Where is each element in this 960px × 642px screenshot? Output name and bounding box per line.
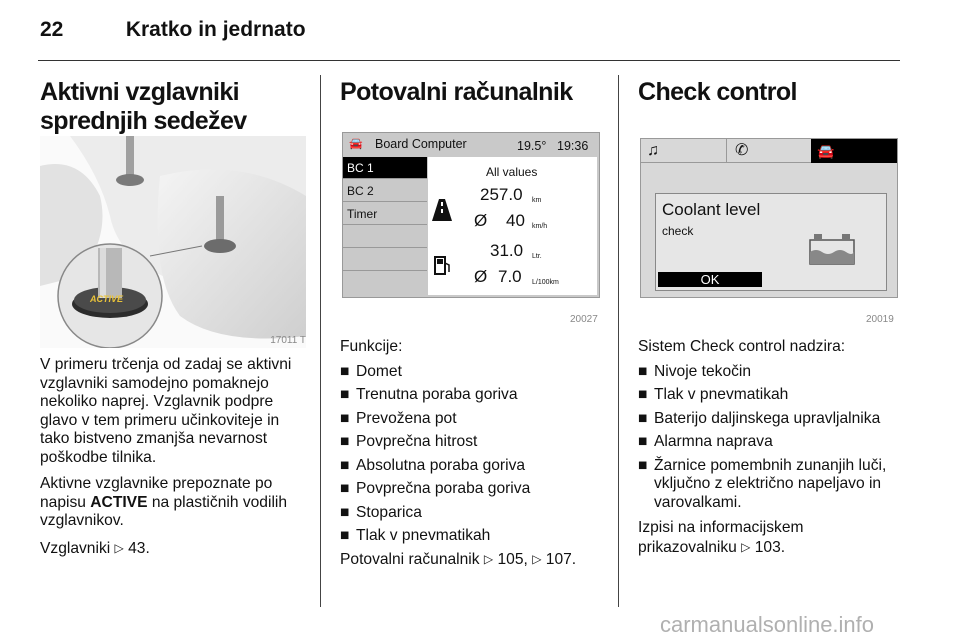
message-box bbox=[655, 193, 887, 291]
list-item: ■ Prevožena pot bbox=[340, 409, 457, 427]
message-subtitle: check bbox=[662, 224, 694, 238]
paragraph: V primeru trčenja od zadaj se aktivni vzglavniki samodejno pomaknejo nekoliko naprej. Vzglavnik podpre glavo v tem primeru učinkoviteje in tako bistveno zmanjša nevarnost poškodbe tilnika. bbox=[40, 356, 292, 466]
road-icon bbox=[432, 199, 452, 221]
page-link[interactable]: 43. bbox=[128, 539, 150, 557]
list-item: ■ Trenutna poraba goriva bbox=[340, 386, 518, 403]
column-3-body bbox=[638, 338, 904, 565]
page-link[interactable]: 103. bbox=[754, 538, 786, 556]
fuel-pump-icon bbox=[434, 255, 452, 275]
headrest-illustration bbox=[40, 136, 306, 348]
fuel-value: 31.0 bbox=[490, 241, 524, 260]
list-item: ■ Povprečna poraba goriva bbox=[340, 480, 531, 497]
cross-reference: Vzglavniki ▷ 43. bbox=[40, 539, 150, 557]
list-item: ■ Baterijo daljinskega upravljalnika bbox=[638, 409, 881, 427]
active-label: ACTIVE bbox=[90, 294, 124, 304]
list-item: ■ Stoparica bbox=[340, 503, 422, 521]
ref-arrow-icon: ▷ bbox=[532, 551, 542, 566]
menu-item-timer[interactable]: Timer bbox=[343, 203, 427, 225]
section-title: Kratko in jedrnato bbox=[125, 18, 306, 41]
cross-reference: Izpisi na informacijskem prikazovalniku ▷ 103. bbox=[638, 519, 804, 556]
header-rule bbox=[38, 60, 900, 61]
column-headrests bbox=[40, 78, 308, 136]
clock: 19:36 bbox=[557, 139, 589, 153]
list-item: ■ Tlak v pnevmatikah bbox=[638, 386, 789, 403]
list-item: ■ Povprečna hitrost bbox=[340, 433, 478, 450]
column-divider bbox=[618, 75, 619, 607]
range-value: 257.0 bbox=[480, 185, 523, 204]
range-unit: km bbox=[532, 197, 542, 204]
column-check-control bbox=[638, 78, 908, 107]
paragraph: Aktivne vzglavnike prepoznate po napisu ACTIVE na plastičnih vodilih vzglavnikov. bbox=[40, 475, 288, 529]
section-heading: Check control bbox=[638, 78, 797, 106]
page-link[interactable]: 107. bbox=[545, 550, 577, 568]
cross-reference: Potovalni računalnik ▷ 105, ▷ 107. bbox=[340, 550, 577, 568]
list-item: ■ Absolutna poraba goriva bbox=[340, 456, 526, 474]
ok-button[interactable]: OK bbox=[658, 272, 762, 287]
message-title: Coolant level bbox=[662, 200, 761, 219]
page-link[interactable]: 105, bbox=[497, 550, 528, 568]
coolant-reservoir-icon bbox=[808, 234, 856, 266]
page-header bbox=[40, 18, 306, 42]
watermark: carmanualsonline.info bbox=[660, 612, 875, 637]
figure-number: 17011 T bbox=[270, 335, 306, 346]
music-tab-icon[interactable]: ♫ bbox=[641, 139, 727, 163]
list-item: ■ Alarmna naprava bbox=[638, 433, 773, 450]
display-status-bar bbox=[343, 133, 599, 155]
avg-speed-value: 40 bbox=[506, 211, 525, 230]
menu-item-bc2[interactable]: BC 2 bbox=[343, 180, 427, 202]
phone-tab-icon[interactable]: ✆ bbox=[727, 139, 811, 163]
car-tab-icon[interactable]: 🚘 bbox=[811, 139, 897, 163]
column-trip-computer bbox=[340, 78, 610, 107]
board-computer-display bbox=[342, 132, 600, 298]
consumption-unit: L/100km bbox=[532, 279, 559, 286]
list-item: ■ Nivoje tekočin bbox=[638, 362, 752, 380]
avg-symbol: Ø bbox=[474, 211, 488, 230]
menu-item-bc1[interactable]: BC 1 bbox=[343, 157, 427, 179]
display-title: Board Computer bbox=[375, 137, 467, 151]
speed-unit: km/h bbox=[532, 223, 548, 230]
menu-item-empty[interactable] bbox=[343, 272, 427, 294]
column-1-body bbox=[40, 356, 308, 566]
list-intro: Sistem Check control nadzira: bbox=[638, 338, 846, 355]
fuel-unit: Ltr. bbox=[532, 253, 542, 260]
column-divider bbox=[320, 75, 321, 607]
section-heading: Aktivni vzglavniki sprednjih sedežev bbox=[40, 78, 247, 135]
menu-item-empty[interactable] bbox=[343, 226, 427, 248]
monitored-items-list bbox=[638, 360, 904, 516]
avg-symbol: Ø bbox=[474, 267, 488, 286]
active-keyword: ACTIVE bbox=[90, 493, 148, 511]
section-heading: Potovalni računalnik bbox=[340, 78, 573, 106]
menu-item-empty[interactable] bbox=[343, 249, 427, 271]
list-item: ■ Domet bbox=[340, 362, 402, 380]
list-intro: Funkcije: bbox=[340, 338, 403, 355]
ref-arrow-icon: ▷ bbox=[114, 540, 124, 555]
values-panel bbox=[428, 157, 597, 295]
ref-arrow-icon: ▷ bbox=[741, 539, 751, 554]
figure-number: 20027 bbox=[570, 314, 598, 325]
page-number: 22 bbox=[40, 18, 64, 41]
ref-arrow-icon: ▷ bbox=[483, 551, 494, 566]
avg-consumption-value: 7.0 bbox=[498, 267, 522, 286]
check-control-display bbox=[640, 138, 898, 298]
column-2-body bbox=[340, 338, 610, 577]
functions-list bbox=[340, 360, 610, 548]
list-item: ■ Žarnice pomembnih zunanjih luči, vključno z električno napeljavo in varovalkami. bbox=[638, 456, 887, 511]
temperature: 19.5° bbox=[517, 139, 547, 153]
figure-number: 20019 bbox=[866, 314, 894, 325]
car-icon: 🚘 bbox=[349, 138, 363, 150]
list-item: ■ Tlak v pnevmatikah bbox=[340, 527, 491, 544]
panel-heading: All values bbox=[486, 165, 538, 179]
